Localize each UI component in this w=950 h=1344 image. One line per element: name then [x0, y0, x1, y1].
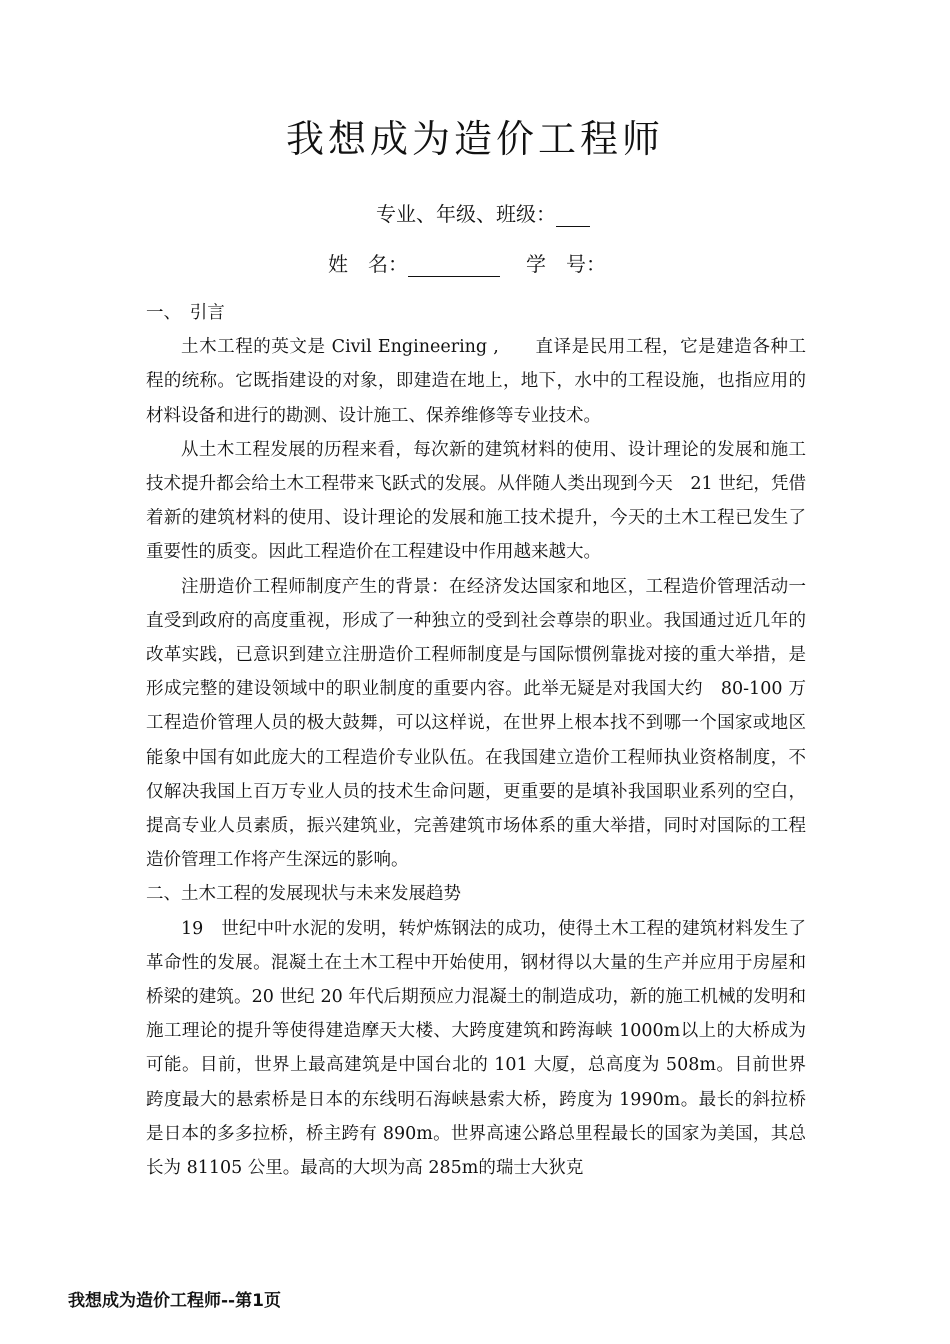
name-id-line [328, 248, 606, 277]
document-title: 我想成为造价工程师 [285, 117, 664, 161]
major-label: 专业、年级、班级： [376, 202, 556, 226]
paragraph-development-history: 从土木工程发展的历程来看，每次新的建筑材料的使用、设计理论的发展和施工技术提升都会给土木工程带来飞跃式的发展。从伴随人类出现到今天 21 世纪，凭借着新的建筑材料的使用、设计理论的发展和施工技术提升，今天的土木工程已发生了重要性的质变。因此工程造价在工程建设中作用越来越大。 [146, 439, 806, 563]
name-blank [408, 254, 500, 277]
major-blank [556, 204, 590, 227]
major-grade-class-line [376, 198, 590, 227]
student-id-label: 学 号： [526, 252, 606, 276]
paragraph-civil-engineering-definition: 土木工程的英文是 Civil Engineering , 直译是民用工程，它是建造各种工程的统称。它既指建设的对象，即建造在地上，地下，水中的工程设施，也指应用的材料设备和进行的勘测、设计施工、保养维修等专业技术。 [146, 337, 806, 426]
name-label: 姓 名： [328, 252, 408, 276]
section-heading-intro: 一、 引言 [146, 303, 225, 323]
section-heading-development-status: 二、土木工程的发展现状与未来发展趋势 [146, 884, 461, 905]
document-body [146, 296, 806, 1185]
paragraph-cost-engineer-background: 注册造价工程师制度产生的背景：在经济发达国家和地区，工程造价管理活动一直受到政府的高度重视，形成了一种独立的受到社会尊崇的职业。我国通过近几年的改革实践，已意识到建立注册造价工程师制度是与国际惯例靠拢对接的重大举措，是形成完整的建设领域中的职业制度的重要内容。此举无疑是对我国大约 80-100 万工程造价管理人员的极大鼓舞，可以这样说，在世界上根本找不到哪一个国家或地区能象中国有如此庞大的工程造价专业队伍。在我国建立造价工程师执业资格制度，不仅解决我国上百万专业人员的技术生命问题，更重要的是填补我国职业系列的空白，提高专业人员素质，振兴建筑业，完善建筑市场体系的重大举措，同时对国际的工程造价管理工作将产生深远的影响。 [146, 576, 806, 871]
page-footer: 我想成为造价工程师--第1页 [68, 1291, 281, 1311]
paragraph-materials-revolution: 19 世纪中叶水泥的发明，转炉炼钢法的成功，使得土木工程的建筑材料发生了革命性的发展。混凝土在土木工程中开始使用，钢材得以大量的生产并应用于房屋和桥梁的建筑。20 世纪 20 年代后期预应力混凝土的制造成功，新的施工机械的发明和施工理论的提升等使得建造摩天大楼、大跨度建筑和跨海峡 1000m以上的大桥成为可能。目前，世界上最高建筑是中国台北的 101 大厦，总高度为 508m。目前世界跨度最大的悬索桥是日本的东线明石海峡悬索大桥，跨度为 1990m。最长的斜拉桥是日本的多多拉桥，桥主跨有 890m。世界高速公路总里程最长的国家为美国，其总长为 81105 公里。最高的大坝为高 285m的瑞士大狄克 [146, 918, 806, 1179]
